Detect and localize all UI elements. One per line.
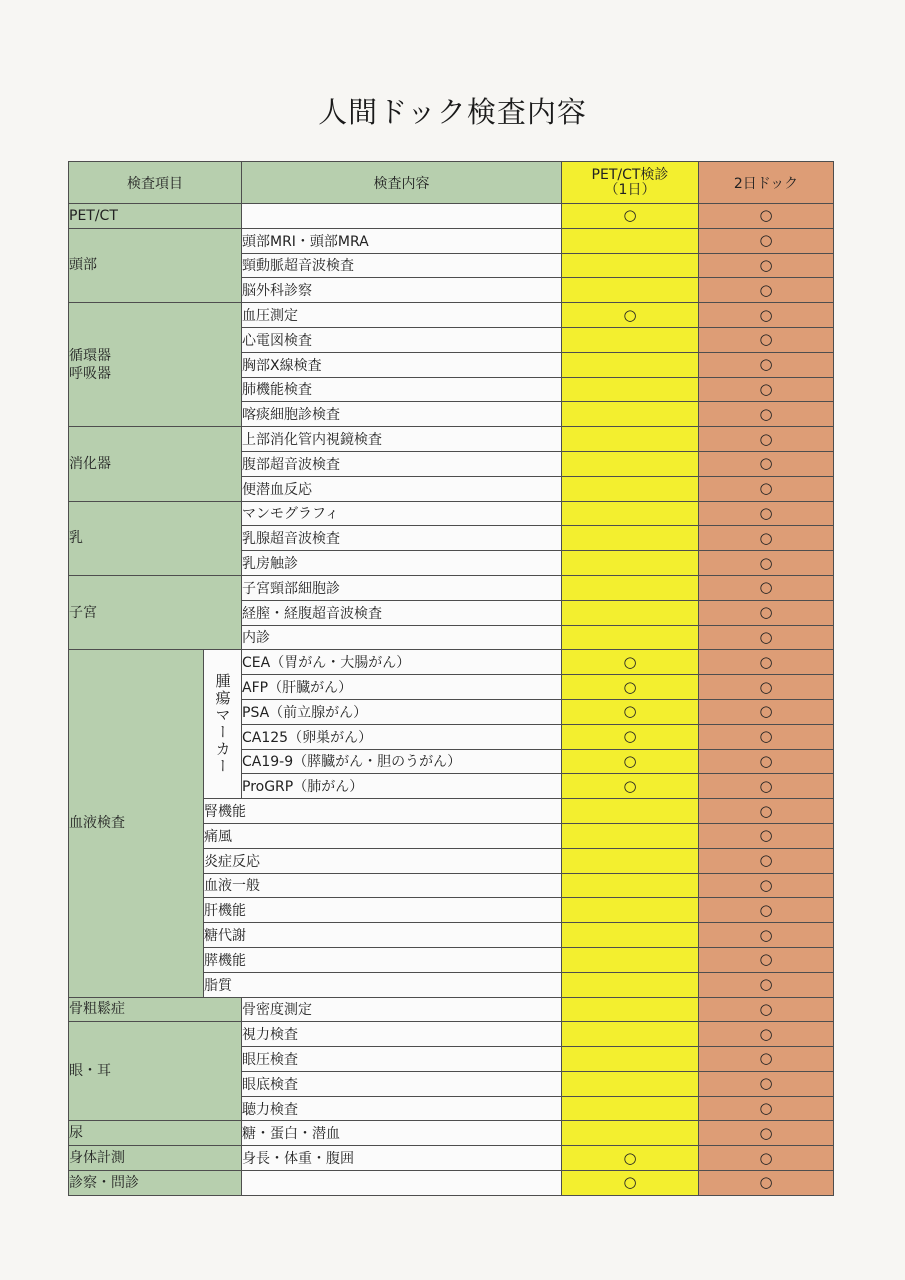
check-mark: ○: [623, 206, 637, 225]
header-pet-line2: （1日）: [604, 181, 656, 198]
check-mark: ○: [759, 1074, 773, 1093]
check-mark: ○: [759, 1173, 773, 1192]
pet-cell: [562, 427, 699, 452]
check-mark: ○: [759, 1024, 773, 1043]
two-day-cell: [699, 873, 834, 898]
tumor-marker-label: [204, 650, 242, 799]
pet-cell: [562, 997, 699, 1022]
pet-cell: [562, 848, 699, 873]
two-day-cell: [699, 377, 834, 402]
two-day-cell: [699, 451, 834, 476]
table-body: [69, 204, 834, 1196]
check-mark: ○: [759, 553, 773, 572]
category-cell: 循環器 呼吸器: [69, 303, 242, 427]
check-mark: ○: [759, 702, 773, 721]
exam-item: PSA（前立腺がん）: [242, 699, 562, 724]
pet-cell: [562, 1171, 699, 1196]
pet-cell: [562, 451, 699, 476]
exam-item: 頸動脈超音波検査: [242, 253, 562, 278]
category-cell: 診察・問診: [69, 1171, 242, 1196]
header-category: 検査項目: [69, 162, 242, 204]
category-cell: 乳: [69, 501, 242, 575]
check-mark: ○: [759, 975, 773, 994]
pet-cell: [562, 575, 699, 600]
pet-cell: [562, 402, 699, 427]
check-mark: ○: [759, 454, 773, 473]
check-mark: ○: [759, 652, 773, 671]
check-mark: ○: [759, 379, 773, 398]
table-row: [69, 1121, 834, 1146]
exam-item: AFP（肝臓がん）: [242, 675, 562, 700]
check-mark: ○: [759, 429, 773, 448]
check-mark: ○: [759, 603, 773, 622]
pet-cell: [562, 278, 699, 303]
table-row: [69, 427, 834, 452]
pet-cell: [562, 823, 699, 848]
two-day-cell: [699, 1171, 834, 1196]
check-mark: ○: [759, 503, 773, 522]
check-mark: ○: [623, 1173, 637, 1192]
exam-item: 身長・体重・腹囲: [242, 1146, 562, 1171]
check-mark: ○: [759, 1049, 773, 1068]
tumor-marker-text: 腫瘍マーカー: [213, 673, 232, 776]
check-mark: ○: [759, 404, 773, 423]
pet-cell: [562, 1146, 699, 1171]
pet-cell: [562, 972, 699, 997]
pet-cell: [562, 1022, 699, 1047]
pet-cell: [562, 699, 699, 724]
exam-item: 血液一般: [204, 873, 562, 898]
header-pet: [562, 162, 699, 204]
two-day-cell: [699, 1121, 834, 1146]
check-mark: ○: [759, 330, 773, 349]
check-mark: ○: [623, 751, 637, 770]
pet-cell: [562, 873, 699, 898]
pet-cell: [562, 947, 699, 972]
check-mark: ○: [759, 1123, 773, 1142]
check-mark: ○: [759, 231, 773, 250]
exam-item: CA19-9（膵臓がん・胆のうがん）: [242, 749, 562, 774]
exam-item: 脂質: [204, 972, 562, 997]
exam-item: 血圧測定: [242, 303, 562, 328]
two-day-cell: [699, 1096, 834, 1121]
category-cell: 消化器: [69, 427, 242, 501]
pet-cell: [562, 1071, 699, 1096]
category-cell: 身体計測: [69, 1146, 242, 1171]
two-day-cell: [699, 327, 834, 352]
two-day-cell: [699, 253, 834, 278]
exam-item: 子宮頸部細胞診: [242, 575, 562, 600]
check-mark: ○: [759, 925, 773, 944]
pet-cell: [562, 650, 699, 675]
two-day-cell: [699, 575, 834, 600]
exam-item: 聴力検査: [242, 1096, 562, 1121]
two-day-cell: [699, 923, 834, 948]
pet-cell: [562, 253, 699, 278]
exam-item: 眼底検査: [242, 1071, 562, 1096]
two-day-cell: [699, 823, 834, 848]
check-mark: ○: [759, 206, 773, 225]
category-cell: 眼・耳: [69, 1022, 242, 1121]
two-day-cell: [699, 898, 834, 923]
exam-item: 視力検査: [242, 1022, 562, 1047]
two-day-cell: [699, 997, 834, 1022]
two-day-cell: [699, 1047, 834, 1072]
exam-item: [242, 204, 562, 229]
two-day-cell: [699, 724, 834, 749]
check-mark: ○: [759, 851, 773, 870]
two-day-cell: [699, 526, 834, 551]
exam-item: 喀痰細胞診検査: [242, 402, 562, 427]
category-cell: 子宮: [69, 575, 242, 649]
check-mark: ○: [759, 677, 773, 696]
table-row: [69, 1146, 834, 1171]
check-mark: ○: [623, 776, 637, 795]
exam-item: [242, 1171, 562, 1196]
pet-cell: [562, 476, 699, 501]
exam-item: 肝機能: [204, 898, 562, 923]
exam-item: 肺機能検査: [242, 377, 562, 402]
header-row: [69, 162, 834, 204]
exam-item: 内診: [242, 625, 562, 650]
exam-item: 糖代謝: [204, 923, 562, 948]
two-day-cell: [699, 600, 834, 625]
pet-cell: [562, 377, 699, 402]
two-day-cell: [699, 1022, 834, 1047]
exam-item: 上部消化管内視鏡検査: [242, 427, 562, 452]
two-day-cell: [699, 774, 834, 799]
exam-item: 眼圧検査: [242, 1047, 562, 1072]
two-day-cell: [699, 352, 834, 377]
pet-cell: [562, 204, 699, 229]
check-mark: ○: [759, 826, 773, 845]
exam-item: マンモグラフィ: [242, 501, 562, 526]
check-mark: ○: [759, 578, 773, 597]
check-mark: ○: [759, 751, 773, 770]
check-mark: ○: [759, 355, 773, 374]
exam-item: 腹部超音波検査: [242, 451, 562, 476]
exam-item: 糖・蛋白・潜血: [242, 1121, 562, 1146]
table-row: [69, 303, 834, 328]
exam-item: ProGRP（肺がん）: [242, 774, 562, 799]
table-row: [69, 228, 834, 253]
table-row: [69, 650, 834, 675]
exam-item: 脳外科診察: [242, 278, 562, 303]
check-mark: ○: [759, 627, 773, 646]
two-day-cell: [699, 228, 834, 253]
table-row: [69, 1022, 834, 1047]
two-day-cell: [699, 402, 834, 427]
two-day-cell: [699, 551, 834, 576]
exam-table: [68, 161, 834, 1196]
two-day-cell: [699, 848, 834, 873]
category-cell: PET/CT: [69, 204, 242, 229]
two-day-cell: [699, 749, 834, 774]
check-mark: ○: [759, 528, 773, 547]
check-mark: ○: [759, 280, 773, 299]
table-row: [69, 501, 834, 526]
check-mark: ○: [623, 652, 637, 671]
page-title: 人間ドック検査内容: [318, 95, 587, 129]
exam-item: 膵機能: [204, 947, 562, 972]
pet-cell: [562, 228, 699, 253]
two-day-cell: [699, 699, 834, 724]
exam-item: 胸部X線検査: [242, 352, 562, 377]
pet-cell: [562, 303, 699, 328]
pet-cell: [562, 625, 699, 650]
check-mark: ○: [759, 1099, 773, 1118]
check-mark: ○: [623, 677, 637, 696]
exam-item: 骨密度測定: [242, 997, 562, 1022]
header-pet-line1: PET/CT検診: [591, 166, 669, 183]
two-day-cell: [699, 476, 834, 501]
exam-item: 腎機能: [204, 799, 562, 824]
category-cell: 頭部: [69, 228, 242, 302]
pet-cell: [562, 352, 699, 377]
two-day-cell: [699, 675, 834, 700]
check-mark: ○: [759, 999, 773, 1018]
pet-cell: [562, 1047, 699, 1072]
exam-item: 心電図検査: [242, 327, 562, 352]
exam-item: 便潜血反応: [242, 476, 562, 501]
check-mark: ○: [759, 950, 773, 969]
category-cell: 骨粗鬆症: [69, 997, 242, 1022]
pet-cell: [562, 526, 699, 551]
table-row: [69, 1171, 834, 1196]
two-day-cell: [699, 625, 834, 650]
pet-cell: [562, 898, 699, 923]
exam-item: CEA（胃がん・大腸がん）: [242, 650, 562, 675]
pet-cell: [562, 675, 699, 700]
check-mark: ○: [623, 727, 637, 746]
header-content: 検査内容: [242, 162, 562, 204]
check-mark: ○: [759, 875, 773, 894]
check-mark: ○: [623, 1148, 637, 1167]
check-mark: ○: [759, 1148, 773, 1167]
exam-item: 経膣・経腹超音波検査: [242, 600, 562, 625]
exam-item: 炎症反応: [204, 848, 562, 873]
table-row: [69, 204, 834, 229]
two-day-cell: [699, 1071, 834, 1096]
two-day-cell: [699, 650, 834, 675]
pet-cell: [562, 799, 699, 824]
two-day-cell: [699, 427, 834, 452]
two-day-cell: [699, 1146, 834, 1171]
check-mark: ○: [759, 801, 773, 820]
check-mark: ○: [759, 900, 773, 919]
category-cell: 血液検査: [69, 650, 204, 997]
header-two-day: 2日ドック: [699, 162, 834, 204]
check-mark: ○: [759, 255, 773, 274]
pet-cell: [562, 1121, 699, 1146]
pet-cell: [562, 600, 699, 625]
pet-cell: [562, 774, 699, 799]
exam-item: 乳房触診: [242, 551, 562, 576]
two-day-cell: [699, 947, 834, 972]
table-row: [69, 575, 834, 600]
exam-item: 頭部MRI・頭部MRA: [242, 228, 562, 253]
check-mark: ○: [623, 305, 637, 324]
two-day-cell: [699, 303, 834, 328]
pet-cell: [562, 551, 699, 576]
check-mark: ○: [623, 702, 637, 721]
exam-item: 乳腺超音波検査: [242, 526, 562, 551]
pet-cell: [562, 1096, 699, 1121]
exam-item: 痛風: [204, 823, 562, 848]
pet-cell: [562, 501, 699, 526]
check-mark: ○: [759, 727, 773, 746]
category-cell: 尿: [69, 1121, 242, 1146]
two-day-cell: [699, 799, 834, 824]
pet-cell: [562, 749, 699, 774]
table-row: [69, 997, 834, 1022]
check-mark: ○: [759, 776, 773, 795]
check-mark: ○: [759, 305, 773, 324]
two-day-cell: [699, 501, 834, 526]
check-mark: ○: [759, 479, 773, 498]
two-day-cell: [699, 278, 834, 303]
pet-cell: [562, 923, 699, 948]
two-day-cell: [699, 204, 834, 229]
pet-cell: [562, 327, 699, 352]
pet-cell: [562, 724, 699, 749]
exam-item: CA125（卵巣がん）: [242, 724, 562, 749]
two-day-cell: [699, 972, 834, 997]
